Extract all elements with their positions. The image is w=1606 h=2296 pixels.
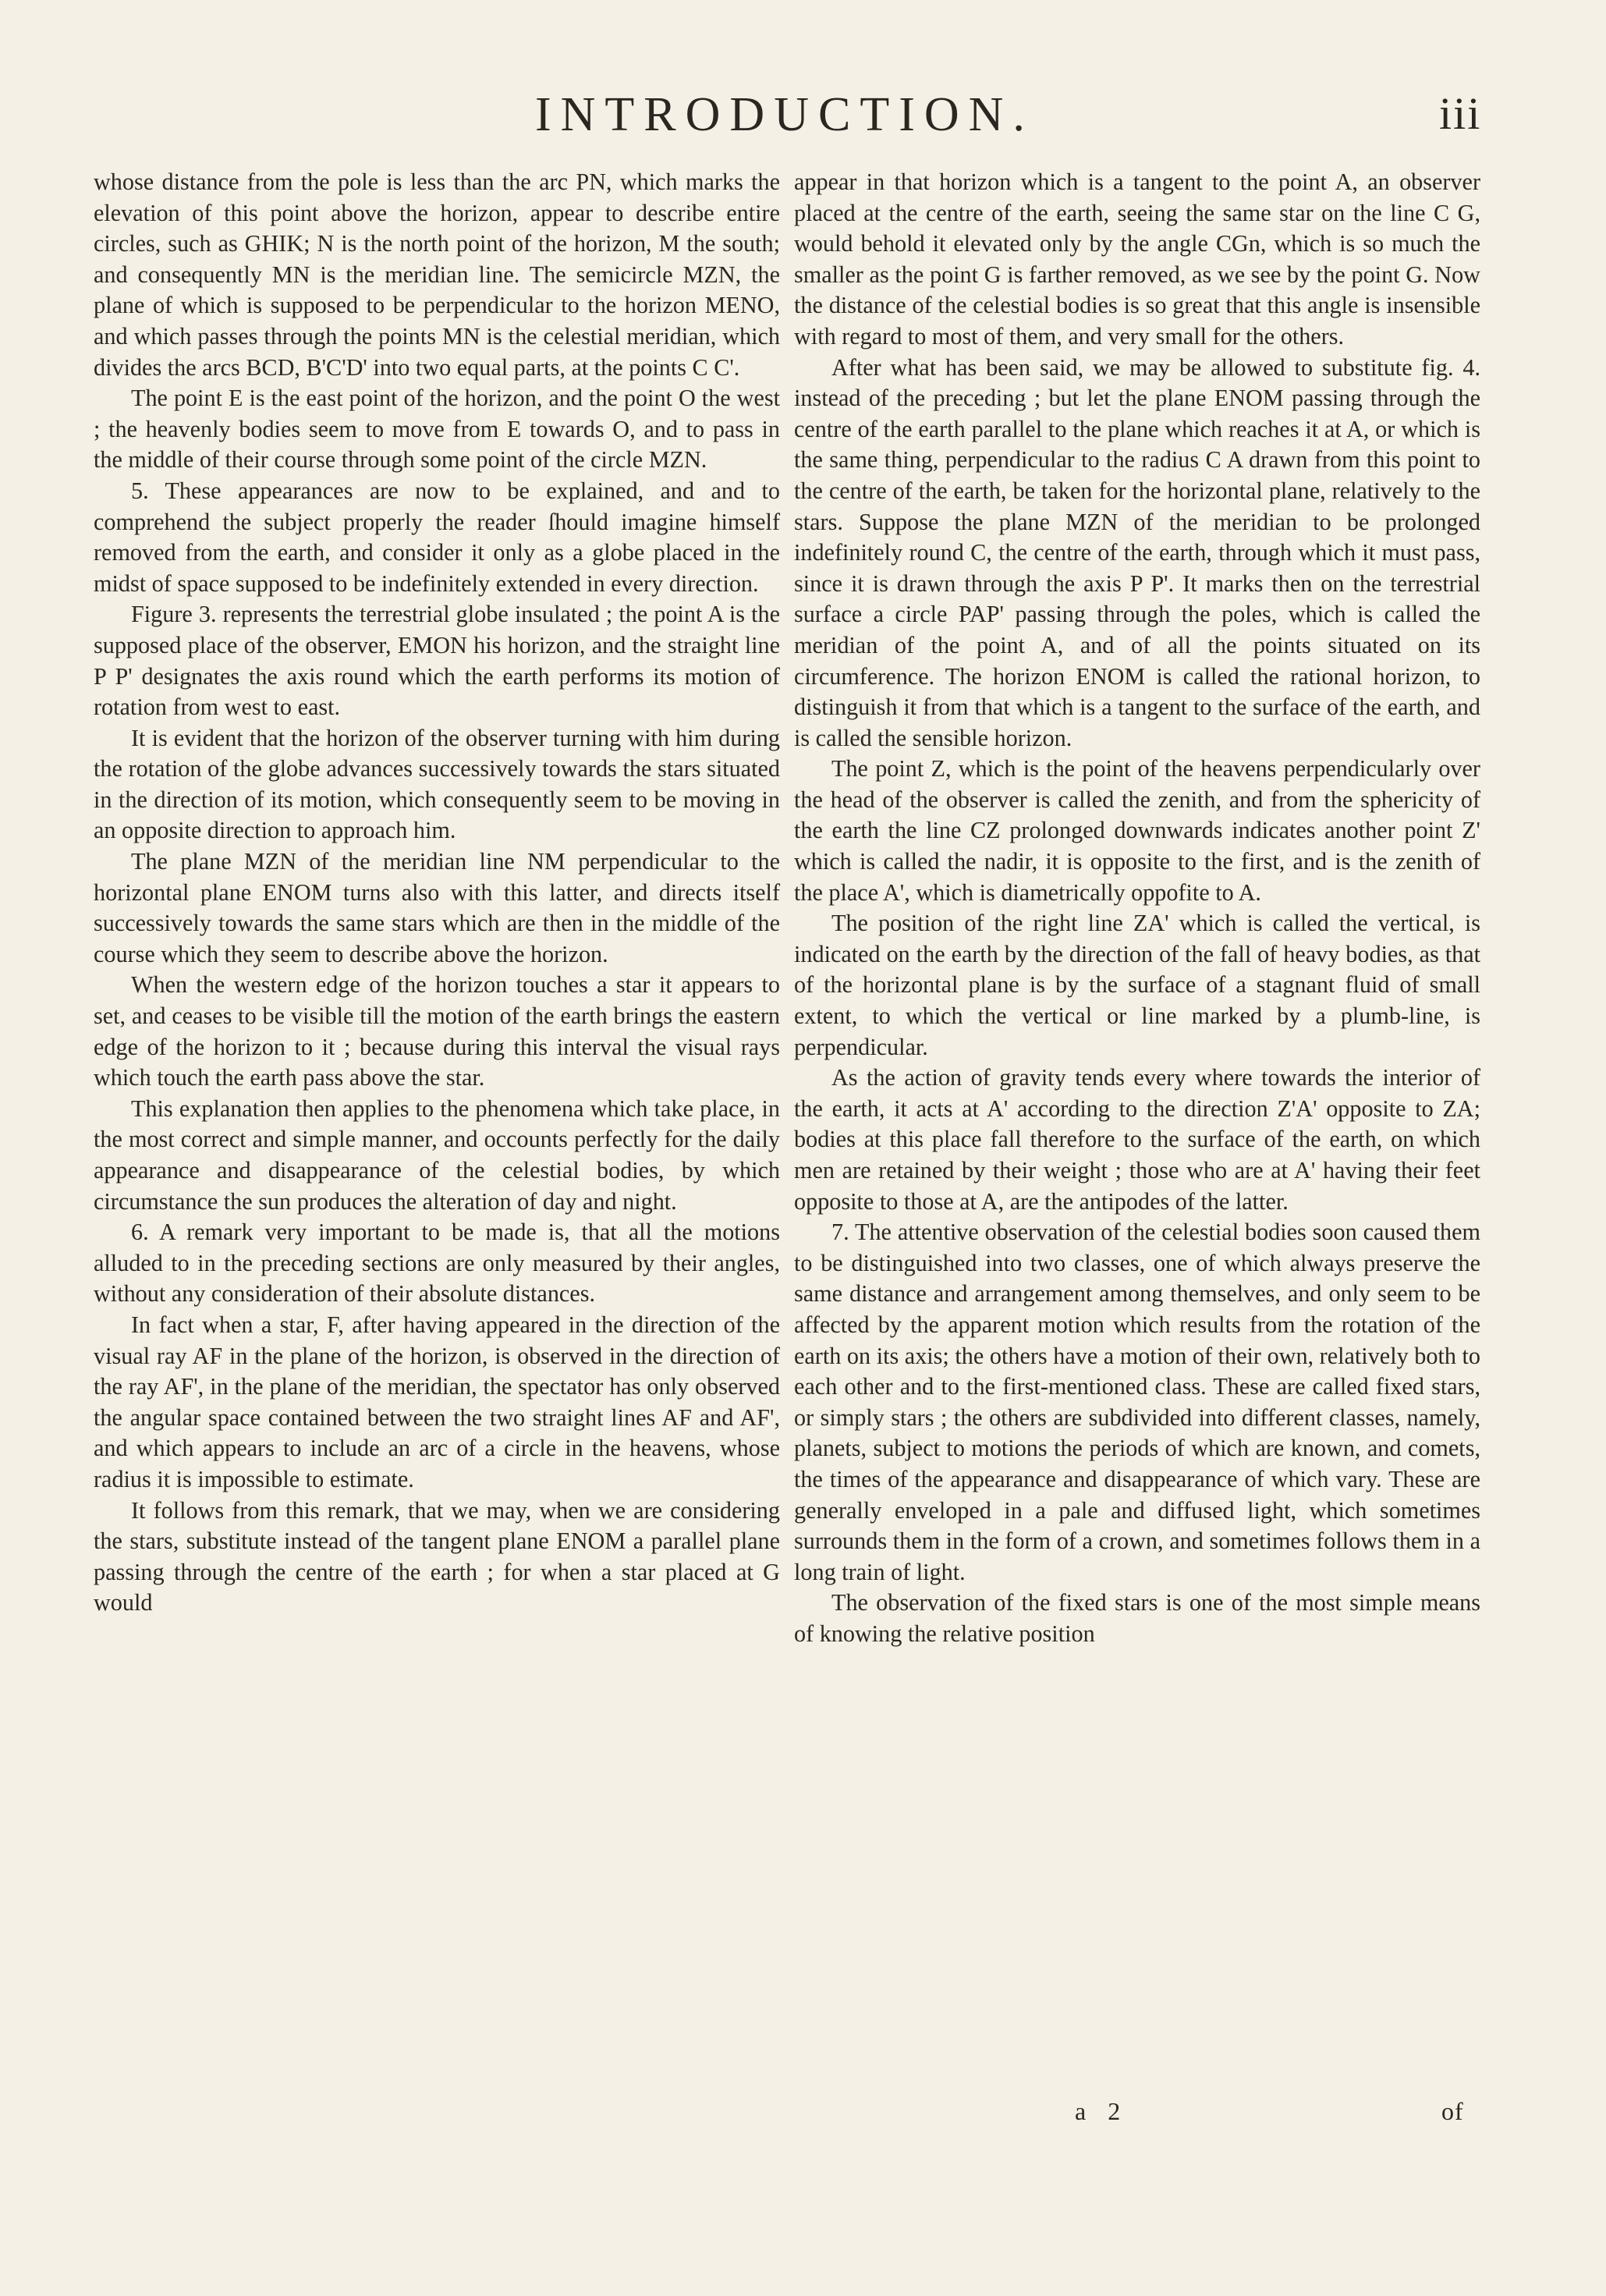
paragraph: The observation of the fixed stars is one of the most simple means of knowing the relative position [794,1589,1480,1647]
paragraph: The plane MZN of the meridian line NM perpendicular to the horizontal plane ENOM turns also with this latter, and directs itself successively towards the same stars which are then in the middle of the course which they seem to describe above the horizon. [94,848,780,967]
paragraph: In fact when a star, F, after having appeared in the direction of the visual ray AF in the plane of the horizon, is observed in the direction of the ray AF', in the plane of the meridian, the spectator has only observed the angular space contained between the two straight lines AF and AF', and which appears to include an arc of a circle in the heavens, whose radius it is impossible to estimate. [94,1311,780,1492]
paragraph: This explanation then applies to the phenomena which take place, in the most correct and simple manner, and occounts perfectly for the daily appearance and disappearance of the celestial bodies, by which circumstance the sun produces the alteration of day and night. [94,1095,780,1215]
right-column [794,167,1480,1650]
catchword: of [1441,2097,1464,2125]
page-number: iii [1439,88,1482,139]
paragraph: When the western edge of the horizon touches a star it appears to set, and ceases to be visible till the motion of the earth brings the eastern edge of the horizon to it ; because during this interval the visual rays which touch the earth pass above the star. [94,971,780,1091]
paragraph: After what has been said, we may be allowed to substitute fig. 4. instead of the preceding ; but let the plane ENOM passing through the centre of the earth parallel to the plane which reaches it at A, or which is the same thing, perpendicular to the radius C A drawn from this point to the centre of the earth, be taken for the horizontal plane, relatively to the stars. Suppose the plane MZN of the meridian to be prolonged indefinitely round C, the centre of the earth, through which it must pass, since it is drawn through the axis P P'. It marks then on the terrestrial surface a circle PAP' passing through the poles, which is called the meridian of the point A, and of all the points situated on its circumference. The horizon ENOM is called the rational horizon, to distinguish it from that which is a tangent to the surface of the earth, and is called the sensible horizon. [794,353,1480,751]
paragraph: 6. A remark very important to be made is, that all the motions alluded to in the preceding sections are only measured by their angles, without any consideration of their absolute distances. [94,1219,780,1308]
paragraph: The point E is the east point of the horizon, and the point O the west ; the heavenly bodies seem to move from E towards O, and to pass in the middle of their course through some point of the circle MZN. [94,385,780,474]
paragraph: It follows from this remark, that we may, when we are considering the stars, substitute instead of the tangent plane ENOM a parallel plane passing through the centre of the earth ; for when a star placed at G would [94,1496,780,1616]
paragraph: whose distance from the pole is less than the arc PN, which marks the elevation of this point above the horizon, appear to describe entire circles, such as GHIK; N is the north point of the horizon, M the south; and consequently MN is the meridian line. The semicircle MZN, the plane of which is supposed to be perpendicular to the horizon MENO, and which passes through the points MN is the celestial meridian, which divides the arcs BCD, B'C'D' into two equal parts, at the points C C'. [94,169,780,381]
paragraph: 7. The attentive observation of the celestial bodies soon caused them to be distinguished into two classes, one of which always preserve the same distance and arrangement among themselves, and only seem to be affected by the apparent motion which results from the rotation of the earth on its axis; the others have a motion of their own, relatively both to each other and to the first-mentioned class. These are called fixed stars, or simply stars ; the others are subdivided into different classes, namely, planets, subject to motions the periods of which are known, and comets, the times of the appearance and disappearance of which vary. These are generally enveloped in a pale and diffused light, which sometimes surrounds them in the form of a crown, and sometimes follows them in a long train of light. [794,1219,1480,1585]
left-column [94,167,780,1619]
running-head-title: INTRODUCTION. [535,88,1034,141]
paragraph: appear in that horizon which is a tangent to the point A, an observer placed at the centre of the earth, seeing the same star on the line C G, would behold it elevated only by the angle CGn, which is so much the smaller as the point G is farther removed, as we see by the point G. Now the distance of the celestial bodies is so great that this angle is insensible with regard to most of them, and very small for the others. [794,169,1480,350]
paragraph: 5. These appearances are now to be explained, and and to comprehend the subject properly the reader ſhould imagine himself removed from the earth, and consider it only as a globe placed in the midst of space supposed to be indefinitely extended in every direction. [94,477,780,597]
paragraph: As the action of gravity tends every where towards the interior of the earth, it acts at A' according to the direction Z'A' opposite to ZA; bodies at this place fall therefore to the surface of the earth, on which men are retained by their weight ; those who are at A' having their feet opposite to those at A, are the antipodes of the latter. [794,1064,1480,1215]
paragraph: Figure 3. represents the terrestrial globe insulated ; the point A is the supposed place of the observer, EMON his horizon, and the straight line P P' designates the axis round which the earth performs its motion of rotation from west to east. [94,601,780,721]
paragraph: It is evident that the horizon of the observer turning with him during the rotation of the globe advances successively towards the stars situated in the direction of its motion, which consequently seem to be moving in an opposite direction to approach him. [94,724,780,844]
paragraph: The position of the right line ZA' which is called the vertical, is indicated on the earth by the direction of the fall of heavy bodies, as that of the horizontal plane is by the surface of a stagnant fluid of small extent, to which the vertical or line marked by a plumb-line, is perpendicular. [794,910,1480,1060]
signature-mark: a 2 [1075,2097,1129,2125]
paragraph: The point Z, which is the point of the heavens perpendicularly over the head of the observer is called the zenith, and from the sphericity of the earth the line CZ prolonged downwards indicates another point Z' which is called the nadir, it is opposite to the first, and is the zenith of the place A', which is diametrically oppofite to A. [794,755,1480,906]
